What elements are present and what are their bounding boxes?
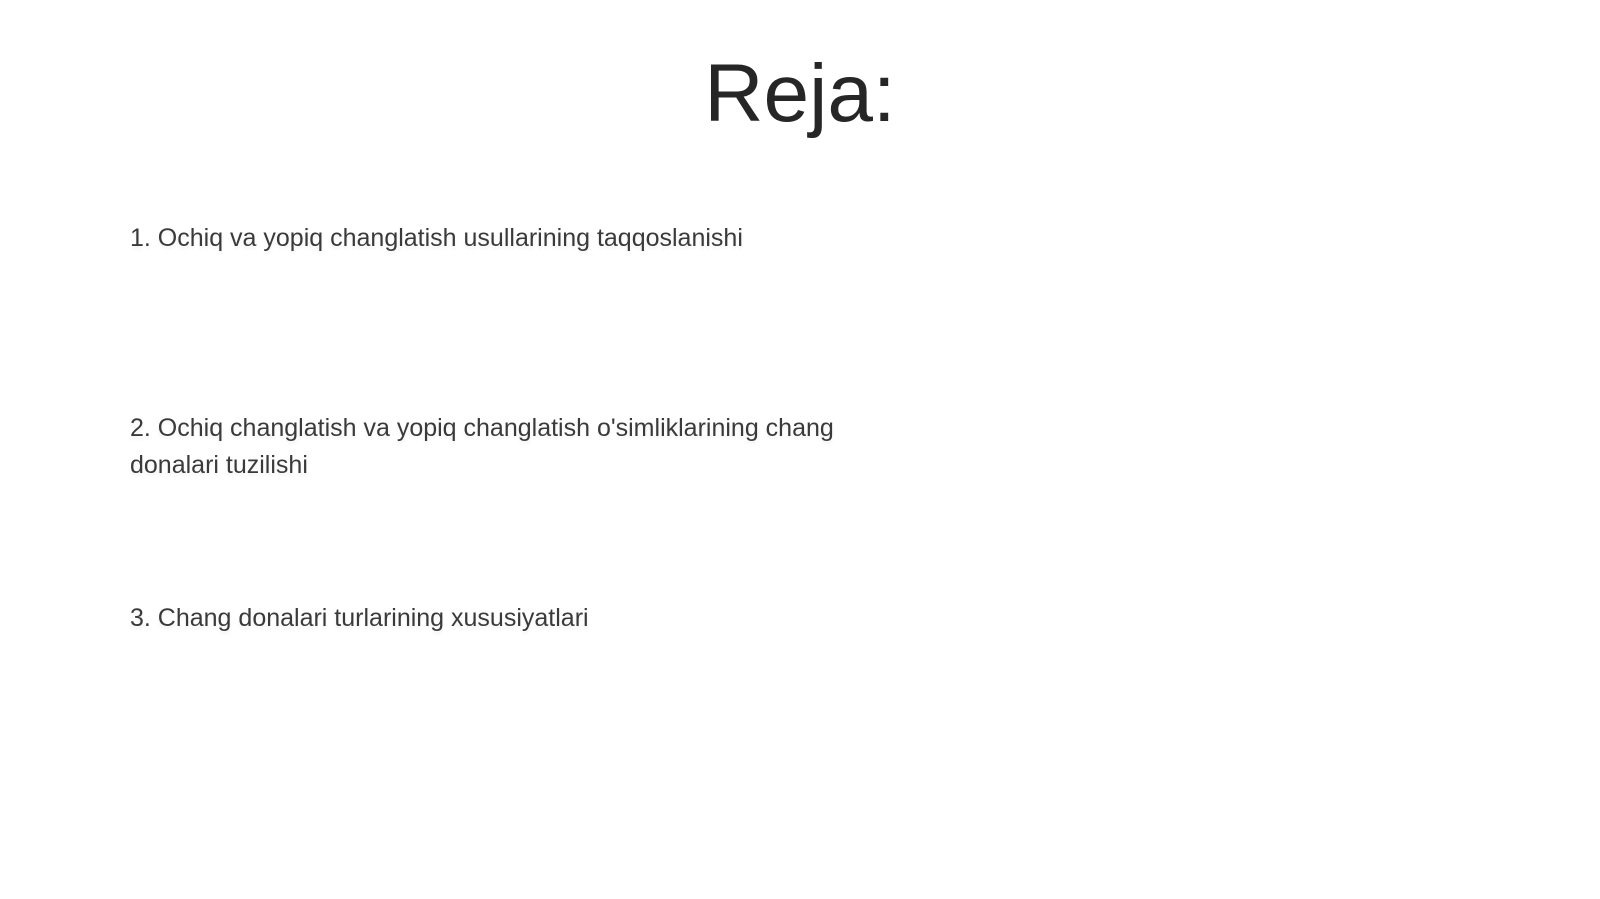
plan-item-3: 3. Chang donalari turlarining xususiyatlari bbox=[130, 604, 589, 632]
slide-title: Reja: bbox=[704, 48, 896, 139]
plan-item-1: 1. Ochiq va yopiq changlatish usullarining taqqoslanishi bbox=[130, 224, 743, 252]
plan-item-2: 2. Ochiq changlatish va yopiq changlatish o'simliklarining chang donalari tuzilishi bbox=[130, 414, 834, 479]
